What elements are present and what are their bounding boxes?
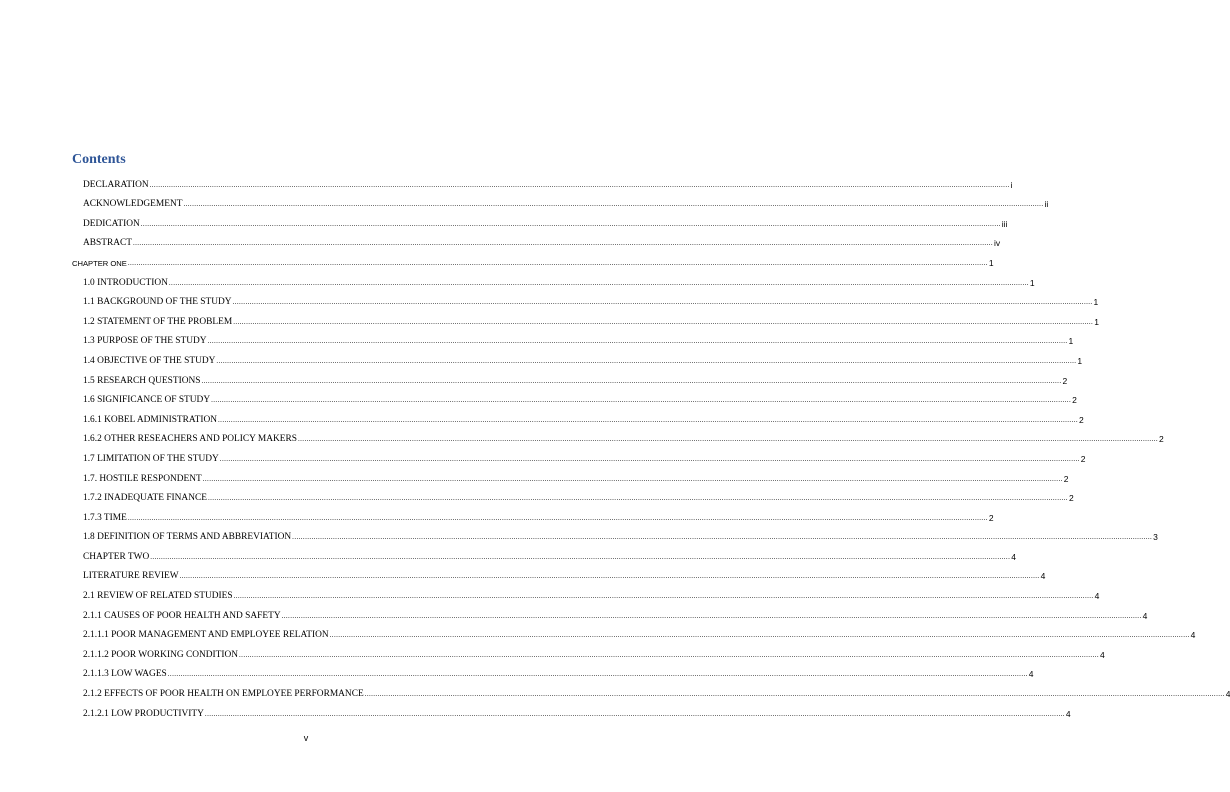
- toc-entry-title: 1.4 OBJECTIVE OF THE STUDY: [83, 355, 216, 366]
- toc-entry-title: 1.0 INTRODUCTION: [83, 277, 168, 288]
- toc-entry-page: 4: [1225, 689, 1230, 700]
- toc-entry-page: 1: [1068, 336, 1074, 347]
- toc-entry[interactable]: [0, 445, 1086, 465]
- toc-leader-dots: ................................................................................................................................................................................................................................................................................................................................................................................................................: [183, 200, 1044, 209]
- toc-entry-title: 1.7. HOSTILE RESPONDENT: [83, 473, 202, 484]
- toc-leader-dots: ................................................................................................................................................................................................................................................................................................................................................................................................................: [179, 572, 1040, 581]
- toc-entry[interactable]: [0, 524, 1158, 544]
- toc-entry[interactable]: [0, 406, 1084, 426]
- toc-leader-dots: ................................................................................................................................................................................................................................................................................................................................................................................................................: [292, 533, 1153, 542]
- toc-entry-page: 4: [1190, 630, 1196, 641]
- toc-entry-page: 2: [1062, 375, 1068, 386]
- toc-entry[interactable]: [0, 210, 1008, 230]
- toc-entry-page: 4: [1094, 591, 1100, 602]
- toc-leader-dots: ................................................................................................................................................................................................................................................................................................................................................................................................................: [218, 415, 1079, 424]
- toc-entry[interactable]: [0, 387, 1077, 407]
- toc-entry-page: 4: [1040, 571, 1046, 582]
- toc-entry-page: iv: [993, 238, 1001, 249]
- toc-heading: Contents: [72, 152, 126, 167]
- toc-entry-title: LITERATURE REVIEW: [83, 571, 179, 582]
- toc-entry-page: i: [1010, 179, 1013, 190]
- toc-entry-page: ii: [1044, 199, 1049, 210]
- toc-entry-title: 1.7 LIMITATION OF THE STUDY: [83, 453, 219, 464]
- toc-entry[interactable]: [0, 543, 1016, 563]
- toc-entry-title: 1.7.3 TIME: [83, 512, 127, 523]
- toc-leader-dots: ................................................................................................................................................................................................................................................................................................................................................................................................................: [168, 278, 1029, 287]
- toc-entry[interactable]: [0, 641, 1105, 661]
- toc-entry-title: 1.3 PURPOSE OF THE STUDY: [83, 336, 207, 347]
- toc-entry-title: 2.1.1.3 LOW WAGES: [83, 669, 167, 680]
- toc-leader-dots: ................................................................................................................................................................................................................................................................................................................................................................................................................: [140, 219, 1001, 228]
- toc-entry[interactable]: [0, 230, 1001, 250]
- toc-entry[interactable]: [0, 367, 1068, 387]
- toc-entry-page: 1: [1029, 277, 1035, 288]
- toc-leader-dots: ................................................................................................................................................................................................................................................................................................................................................................................................................: [127, 258, 988, 267]
- toc-entry-page: 1: [1077, 355, 1083, 366]
- toc-entry[interactable]: [0, 269, 1035, 289]
- toc-entry[interactable]: [0, 171, 1013, 191]
- toc-entry[interactable]: [0, 563, 1046, 583]
- toc-entry-title: 1.6.2 OTHER RESEACHERS AND POLICY MAKERS: [83, 434, 297, 445]
- toc-entry[interactable]: [0, 347, 1083, 367]
- toc-leader-dots: ................................................................................................................................................................................................................................................................................................................................................................................................................: [233, 592, 1094, 601]
- toc-entry-title: 2.1.1.2 POOR WORKING CONDITION: [83, 649, 239, 660]
- toc-leader-dots: ................................................................................................................................................................................................................................................................................................................................................................................................................: [232, 298, 1093, 307]
- toc-entry[interactable]: [0, 661, 1034, 681]
- toc-entry-title: 1.2 STATEMENT OF THE PROBLEM: [83, 316, 233, 327]
- toc-entry-page: 1: [988, 257, 994, 268]
- toc-leader-dots: ................................................................................................................................................................................................................................................................................................................................................................................................................: [127, 513, 988, 522]
- toc-entry-title: DEDICATION: [83, 218, 140, 229]
- toc-entry-page: 2: [1079, 414, 1084, 425]
- toc-leader-dots: ................................................................................................................................................................................................................................................................................................................................................................................................................: [167, 670, 1028, 679]
- toc-entry-title: CHAPTER TWO: [83, 551, 150, 562]
- toc-entry-title: 2.1.1.1 POOR MANAGEMENT AND EMPLOYEE RELATION: [83, 630, 329, 641]
- toc-entry-page: 1: [1093, 297, 1099, 308]
- toc-entry-page: 3: [1153, 532, 1158, 543]
- toc-entry[interactable]: [0, 328, 1074, 348]
- toc-entry[interactable]: [0, 700, 1071, 720]
- toc-leader-dots: ................................................................................................................................................................................................................................................................................................................................................................................................................: [239, 650, 1100, 659]
- toc-entry-page: 4: [1100, 649, 1105, 660]
- toc-entry-title: ABSTRACT: [83, 238, 132, 249]
- toc-leader-dots: ................................................................................................................................................................................................................................................................................................................................................................................................................: [281, 611, 1142, 620]
- toc-leader-dots: ................................................................................................................................................................................................................................................................................................................................................................................................................: [207, 494, 1068, 503]
- toc-entry-title: 2.1.1 CAUSES OF POOR HEALTH AND SAFETY: [83, 610, 281, 621]
- page-number: v: [303, 733, 309, 743]
- toc-leader-dots: ................................................................................................................................................................................................................................................................................................................................................................................................................: [211, 396, 1072, 405]
- toc-entry[interactable]: [0, 680, 1230, 700]
- toc-leader-dots: ................................................................................................................................................................................................................................................................................................................................................................................................................: [202, 474, 1063, 483]
- toc-entry-title: 1.8 DEFINITION OF TERMS AND ABBREVIATION: [83, 532, 292, 543]
- toc-entry-title: 1.1 BACKGROUND OF THE STUDY: [83, 297, 232, 308]
- toc-leader-dots: ................................................................................................................................................................................................................................................................................................................................................................................................................: [233, 317, 1094, 326]
- toc-entry[interactable]: [0, 249, 994, 269]
- toc-entry-title: 1.6 SIGNIFICANCE OF STUDY: [83, 395, 211, 406]
- toc-entry[interactable]: [0, 308, 1099, 328]
- table-of-contents: [0, 171, 1230, 720]
- toc-leader-dots: ................................................................................................................................................................................................................................................................................................................................................................................................................: [132, 239, 993, 248]
- toc-entry-title: DECLARATION: [83, 179, 149, 190]
- toc-entry-page: 4: [1011, 551, 1016, 562]
- toc-entry-page: 2: [1080, 453, 1086, 464]
- toc-entry-page: 2: [1159, 434, 1164, 445]
- toc-leader-dots: ................................................................................................................................................................................................................................................................................................................................................................................................................: [207, 337, 1068, 346]
- toc-entry-title: 2.1 REVIEW OF RELATED STUDIES: [83, 591, 233, 602]
- toc-leader-dots: ................................................................................................................................................................................................................................................................................................................................................................................................................: [204, 709, 1065, 718]
- toc-entry-page: 2: [1068, 493, 1074, 504]
- toc-entry-page: iii: [1001, 218, 1008, 229]
- toc-entry[interactable]: [0, 289, 1099, 309]
- toc-entry[interactable]: [0, 191, 1049, 211]
- toc-leader-dots: ................................................................................................................................................................................................................................................................................................................................................................................................................: [298, 435, 1158, 444]
- toc-entry-title: 2.1.2.1 LOW PRODUCTIVITY: [83, 708, 204, 719]
- toc-entry-title: 1.5 RESEARCH QUESTIONS: [83, 375, 201, 386]
- toc-leader-dots: ................................................................................................................................................................................................................................................................................................................................................................................................................: [329, 631, 1190, 640]
- toc-entry-title: ACKNOWLEDGEMENT: [83, 199, 183, 210]
- toc-leader-dots: ................................................................................................................................................................................................................................................................................................................................................................................................................: [364, 690, 1225, 699]
- toc-entry-title: 1.6.1 KOBEL ADMINISTRATION: [83, 414, 218, 425]
- toc-entry[interactable]: [0, 465, 1069, 485]
- toc-entry-page: 4: [1142, 610, 1148, 621]
- toc-entry-page: 4: [1065, 708, 1071, 719]
- toc-entry[interactable]: [0, 485, 1074, 505]
- toc-entry-page: 2: [1063, 473, 1069, 484]
- toc-leader-dots: ................................................................................................................................................................................................................................................................................................................................................................................................................: [219, 454, 1080, 463]
- toc-entry-page: 2: [988, 512, 994, 523]
- toc-entry-page: 1: [1094, 316, 1099, 327]
- toc-leader-dots: ................................................................................................................................................................................................................................................................................................................................................................................................................: [149, 180, 1010, 189]
- toc-leader-dots: ................................................................................................................................................................................................................................................................................................................................................................................................................: [216, 356, 1077, 365]
- toc-entry-page: 4: [1028, 669, 1034, 680]
- toc-entry-title: 2.1.2 EFFECTS OF POOR HEALTH ON EMPLOYEE PERFORMANCE: [83, 689, 364, 700]
- toc-entry[interactable]: [0, 622, 1196, 642]
- toc-entry[interactable]: [0, 602, 1148, 622]
- toc-entry-page: 2: [1072, 395, 1077, 406]
- toc-leader-dots: ................................................................................................................................................................................................................................................................................................................................................................................................................: [150, 552, 1011, 561]
- toc-entry-title: CHAPTER ONE: [72, 258, 127, 268]
- toc-entry-title: 1.7.2 INADEQUATE FINANCE: [83, 493, 207, 504]
- toc-leader-dots: ................................................................................................................................................................................................................................................................................................................................................................................................................: [201, 376, 1062, 385]
- toc-entry[interactable]: [0, 426, 1164, 446]
- toc-entry[interactable]: [0, 582, 1100, 602]
- toc-entry[interactable]: [0, 504, 994, 524]
